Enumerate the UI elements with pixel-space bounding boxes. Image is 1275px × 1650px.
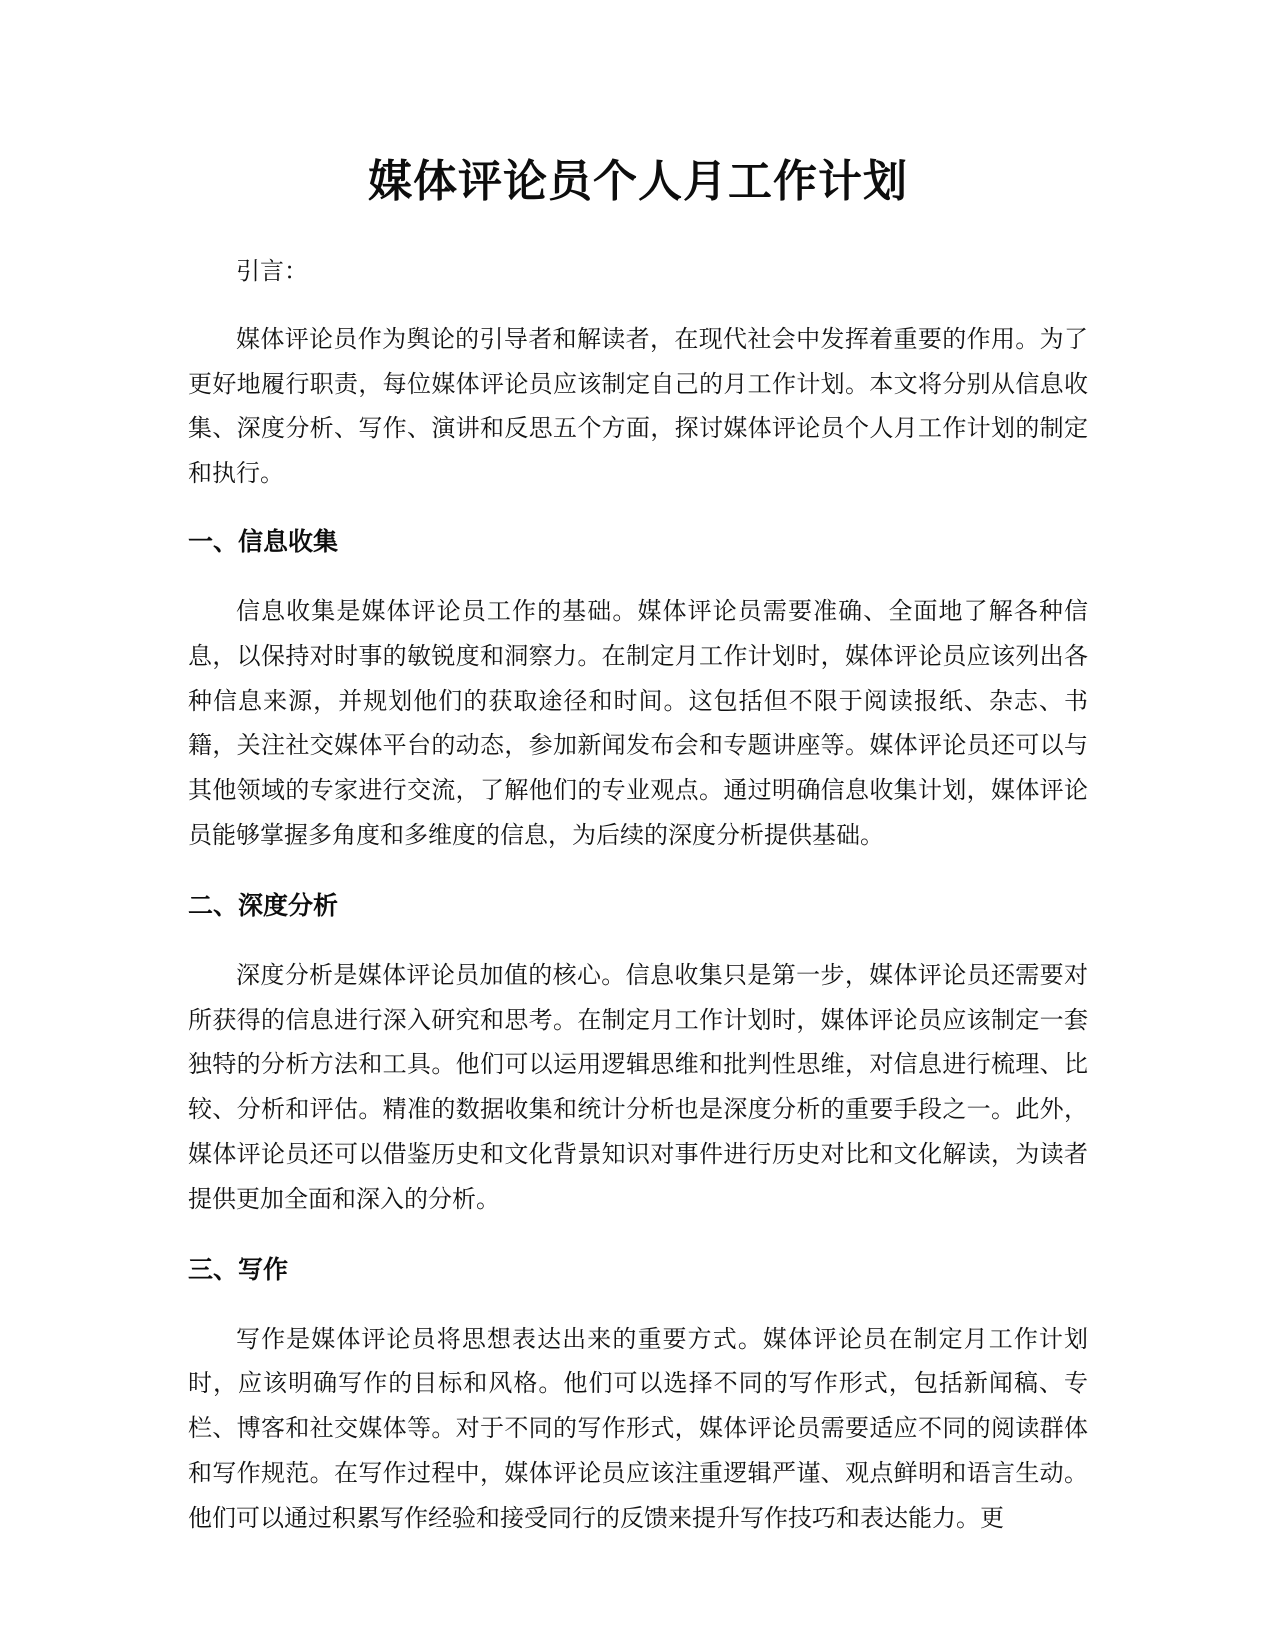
document-page (188, 140, 1088, 1541)
section-heading-writing: 三、写作 (188, 1254, 289, 1284)
section-heading-deep-analysis: 二、深度分析 (188, 890, 339, 920)
section-heading-info-collection: 一、信息收集 (188, 526, 339, 556)
document-title: 媒体评论员个人月工作计划 (368, 156, 908, 207)
intro-paragraph: 媒体评论员作为舆论的引导者和解读者，在现代社会中发挥着重要的作用。为了更好地履行职责，每位媒体评论员应该制定自己的月工作计划。本文将分别从信息收集、深度分析、写作、演讲和反思五个方面，探讨媒体评论员个人月工作计划的制定和执行。 (188, 324, 1088, 488)
section-paragraph-writing: 写作是媒体评论员将思想表达出来的重要方式。媒体评论员在制定月工作计划时，应该明确写作的目标和风格。他们可以选择不同的写作形式，包括新闻稿、专栏、博客和社交媒体等。对于不同的写作形式，媒体评论员需要适应不同的阅读群体和写作规范。在写作过程中，媒体评论员应该注重逻辑严谨、观点鲜明和语言生动。他们可以通过积累写作经验和接受同行的反馈来提升写作技巧和表达能力。更 (188, 1324, 1088, 1532)
section-paragraph-info-collection: 信息收集是媒体评论员工作的基础。媒体评论员需要准确、全面地了解各种信息，以保持对时事的敏锐度和洞察力。在制定月工作计划时，媒体评论员应该列出各种信息来源，并规划他们的获取途径和时间。这包括但不限于阅读报纸、杂志、书籍，关注社交媒体平台的动态，参加新闻发布会和专题讲座等。媒体评论员还可以与其他领域的专家进行交流，了解他们的专业观点。通过明确信息收集计划，媒体评论员能够掌握多角度和多维度的信息，为后续的深度分析提供基础。 (188, 596, 1088, 849)
intro-label: 引言： (236, 257, 308, 285)
section-paragraph-deep-analysis: 深度分析是媒体评论员加值的核心。信息收集只是第一步，媒体评论员还需要对所获得的信息进行深入研究和思考。在制定月工作计划时，媒体评论员应该制定一套独特的分析方法和工具。他们可以运用逻辑思维和批判性思维，对信息进行梳理、比较、分析和评估。精准的数据收集和统计分析也是深度分析的重要手段之一。此外，媒体评论员还可以借鉴历史和文化背景知识对事件进行历史对比和文化解读，为读者提供更加全面和深入的分析。 (188, 960, 1088, 1213)
